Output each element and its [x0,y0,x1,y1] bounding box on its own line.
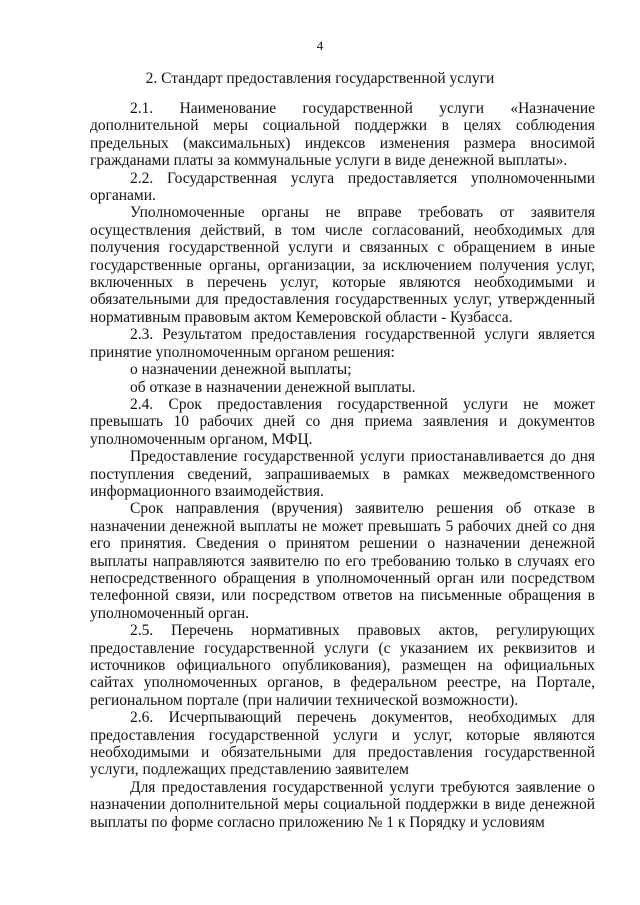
paragraph-2-1: 2.1. Наименование государственной услуги «Назначение дополнительной меры социальной поддержки в целях соблюдения предельных (максимальных) индексов изменения размера вносимой гражданами платы за коммунальные услуги в виде денежной выплаты». [90,100,595,170]
list-item-grant: о назначении денежной выплаты; [130,361,352,379]
paragraph-2-2: 2.2. Государственная услуга предоставляется уполномоченными органами. [90,169,595,205]
list-item-refusal: об отказе в назначении денежной выплаты. [130,378,416,396]
paragraph-2-3: 2.3. Результатом предоставления государственной услуги является принятие уполномоченным органом решения: [90,326,595,361]
section-title: 2. Стандарт предоставления государственной услуги [145,70,495,87]
paragraph-2-6: 2.6. Исчерпывающий перечень документов, необходимых для предоставления государственной услуги и услуг, которые являются необходимыми и обязательными для предоставления государственной услуги, подлежащих представлению заявителем [90,709,595,779]
paragraph-2-4: 2.4. Срок предоставления государственной услуги не может превышать 10 рабочих дней со дня приема заявления и документов уполномоченным органом, МФЦ. [90,395,595,448]
document-body [90,100,595,831]
paragraph-2-5: 2.5. Перечень нормативных правовых актов, регулирующих предоставление государственной услуги (с указанием их реквизитов и источников официального опубликования), размещен на официальных сайтах уполномоченных органов, в федеральном реестре, на Портале, региональном портале (при наличии технической возможности). [90,622,595,709]
paragraph-application: Для предоставления государственной услуги требуются заявление о назначении дополнительной меры социальной поддержки в виде денежной выплаты по форме согласно приложению № 1 к Порядку и условиям [90,778,595,831]
paragraph-authorities: Уполномоченные органы не вправе требовать от заявителя осуществления действий, в том числе согласований, необходимых для получения государственной услуги и связанных с обращением в иные государственные органы, организации, за исключением получения услуг, включенных в перечень услуг, которые являются необходимыми и обязательными для предоставления государственных услуг, утвержденный нормативным правовым актом Кемеровской области - Кузбасса. [90,204,595,326]
paragraph-refusal-term: Срок направления (вручения) заявителю решения об отказе в назначении денежной выплаты не может превышать 5 рабочих дней со дня его принятия. Сведения о принятом решении о назначении денежной выплаты направляются заявителю по его требованию только в случаях его непосредственного обращения в уполномоченный орган или посредством телефонной связи, или посредством ответов на письменные обращения в уполномоченный орган. [90,500,595,622]
page-number: 4 [316,38,324,53]
paragraph-suspension: Предоставление государственной услуги приостанавливается до дня поступления сведений, запрашиваемых в рамках межведомственного информационного взаимодействия. [90,448,595,500]
